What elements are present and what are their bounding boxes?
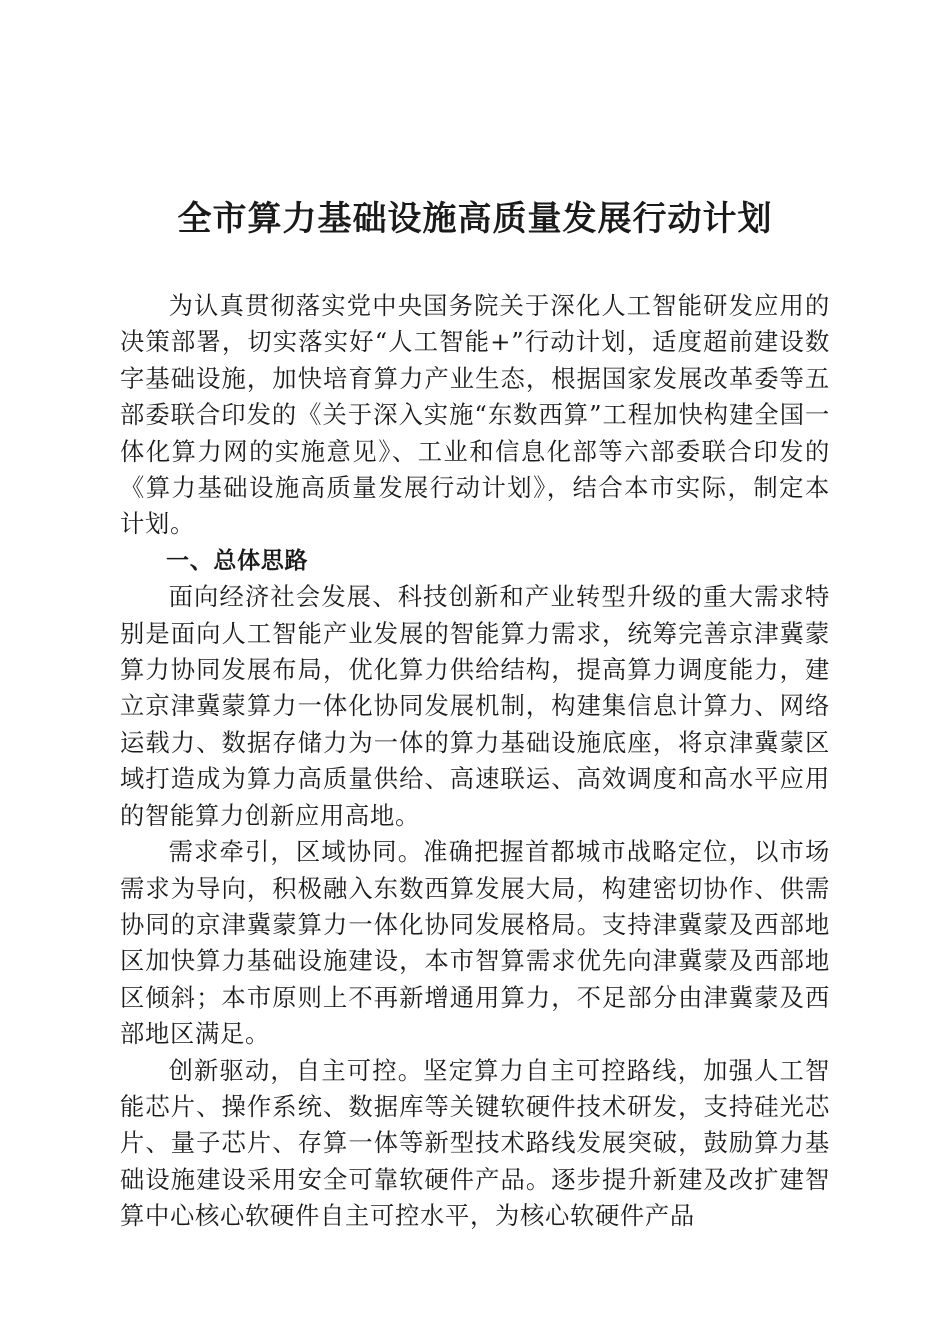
document-body <box>120 288 830 1235</box>
section-heading-overall-approach: 一、总体思路 <box>166 547 309 574</box>
innovation-driven-paragraph: 创新驱动，自主可控。坚定算力自主可控路线，加强人工智能芯片、操作系统、数据库等关键软硬件技术研发，支持硅光芯片、量子芯片、存算一体等新型技术路线发展突破，鼓励算力基础设施建设采用安全可靠软硬件产品。逐步提升新建及改扩建智算中心核心软硬件自主可控水平，为核心软硬件产品 <box>120 1055 830 1231</box>
overall-approach-paragraph: 面向经济社会发展、科技创新和产业转型升级的重大需求特别是面向人工智能产业发展的智能算力需求，统筹完善京津冀蒙算力协同发展布局，优化算力供给结构，提高算力调度能力，建立京津冀蒙算力一体化协同发展机制，构建集信息计算力、网络运载力、数据存储力为一体的算力基础设施底座，将京津冀蒙区域打造成为算力高质量供给、高速联运、高效调度和高水平应用的智能算力创新应用高地。 <box>120 582 830 830</box>
intro-paragraph: 为认真贯彻落实党中央国务院关于深化人工智能研发应用的决策部署，切实落实好“人工智能+”行动计划，适度超前建设数字基础设施，加快培育算力产业生态，根据国家发展改革委等五部委联合印发的《关于深入实施“东数西算”工程加快构建全国一体化算力网的实施意见》、工业和信息化部等六部委联合印发的《算力基础设施高质量发展行动计划》，结合本市实际，制定本计划。 <box>120 291 830 539</box>
demand-driven-paragraph: 需求牵引，区域协同。准确把握首都城市战略定位，以市场需求为导向，积极融入东数西算发展大局，构建密切协作、供需协同的京津冀蒙算力一体化协同发展格局。支持津冀蒙及西部地区加快算力基础设施建设，本市智算需求优先向津冀蒙及西部地区倾斜；本市原则上不再新增通用算力，不足部分由津冀蒙及西部地区满足。 <box>120 837 830 1049</box>
document-title: 全市算力基础设施高质量发展行动计划 <box>177 199 773 239</box>
